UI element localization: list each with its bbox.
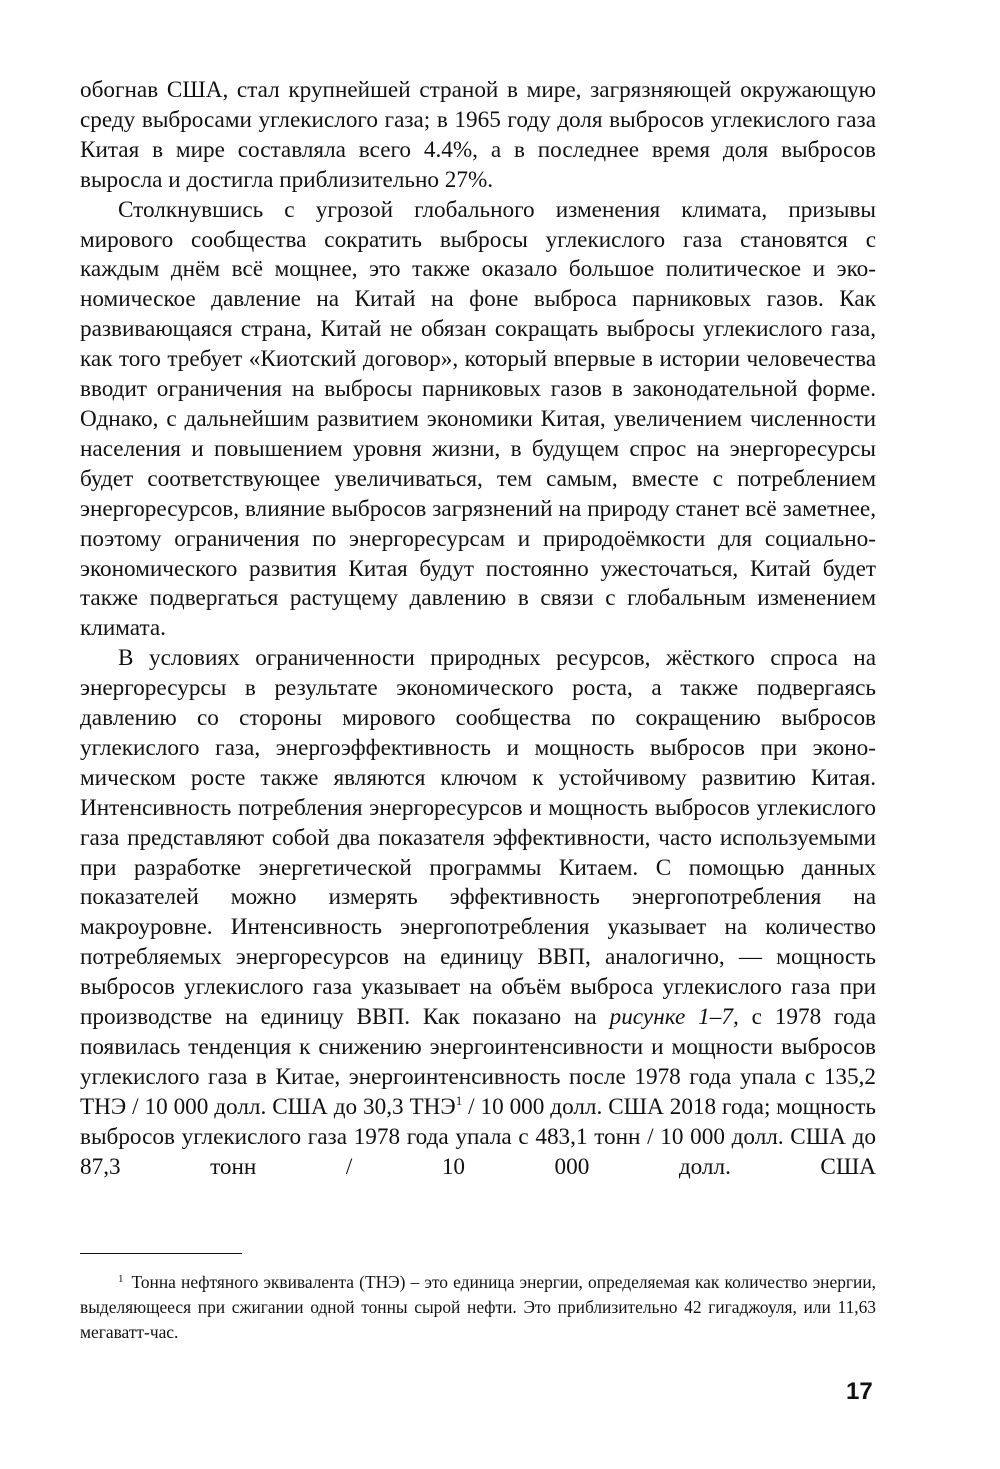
footnote-separator (80, 1253, 242, 1254)
figure-reference: рисунке 1–7, (609, 1004, 739, 1031)
footnote-mark: 1 (118, 1273, 124, 1285)
paragraph-3-text-a: В условиях ограниченности природных ресурсов, жёсткого спроса на энергоресурсы в результате экономического роста, а также подвергаясь давлению со стороны мирового сообщества по сокращению выбросов углекислого газа, энергоэффективность и мощность выбросов при экономическом росте также являются ключом к устойчивому развитию Китая. Интенсивность потребления энергоресурсов и мощность выбросов углекислого газа представляют собой два показателя эффективности, часто используемыми при разработке энергетической программы Китаем. С помощью данных показателей можно измерять эффективность энергопотребления на макроуровне. Интенсивность энергопотребления указывает на количество потребляемых энергоресурсов на единицу ВВП, аналогично, — мощность выбросов углекислого газа указывает на объём выброса углекислого газа при производстве на единицу ВВП. Как показано на (80, 645, 876, 1031)
paragraph-3 (80, 644, 876, 1182)
footnote (80, 1270, 876, 1345)
paragraph-1: обогнав США, стал крупнейшей страной в мире, загрязняющей окружающую среду выбросами углекислого газа; в 1965 году доля выбросов углекислого газа Китая в мире составляла всего 4.4%, а в последнее время доля выбросов выросла и достигла приблизительно 27%. (80, 77, 876, 193)
footnote-reference[interactable]: 1 (455, 1092, 463, 1108)
footnote-text: Тонна нефтяного эквивалента (ТНЭ) – это единица энергии, определяемая как количество энергии, выделяющееся при сжигании одной тонны сырой нефти. Это приблизительно 42 гигаджоуля, или 11,63 мегаватт-час. (80, 1272, 876, 1342)
page-number: 17 (846, 1378, 873, 1405)
page-body (80, 76, 876, 1183)
paragraph-2: Столкнувшись с угрозой глобального изменения климата, призывы мирового сообщества сократить выбросы углекислого газа становятся с каждым днём всё мощнее, это также оказало большое политическое и экономическое давление на Китай на фоне выброса парниковых газов. Как развивающаяся страна, Китай не обязан сокращать выбросы углекислого газа, как того требует «Киотский договор», который впервые в истории человечества вводит ограничения на выбросы парниковых газов в законодательной форме. Однако, с дальнейшим развитием экономики Китая, увеличением численности населения и повышением уровня жизни, в будущем спрос на энергоресурсы будет соответствующее увеличиваться, тем самым, вместе с потреблением энергоресурсов, влияние выбросов загрязнений на природу станет всё заметнее, поэтому ограничения по энергоресурсам и природоёмкости для социально-экономического развития Китая будут постоянно ужесточаться, Китай будет также подвергаться растущему давлению в связи с глобальным изменением климата. (80, 196, 876, 642)
paragraph-3-text-b: с 1978 года появилась тенденция к снижению энергоинтенсивности и мощности выбросов углекислого газа в Китае, энергоинтенсивность после 1978 года упала с 135,2 ТНЭ / 10 000 долл. США до 30,3 ТНЭ (80, 1004, 876, 1120)
paragraph-3-text-c: / 10 000 долл. США 2018 года; мощность выбросов углекислого газа 1978 года упала с 483,1 тонн / 10 000 долл. США до 87,3 тонн / 10 000 долл. США (80, 1093, 877, 1180)
main-text (80, 76, 876, 1183)
